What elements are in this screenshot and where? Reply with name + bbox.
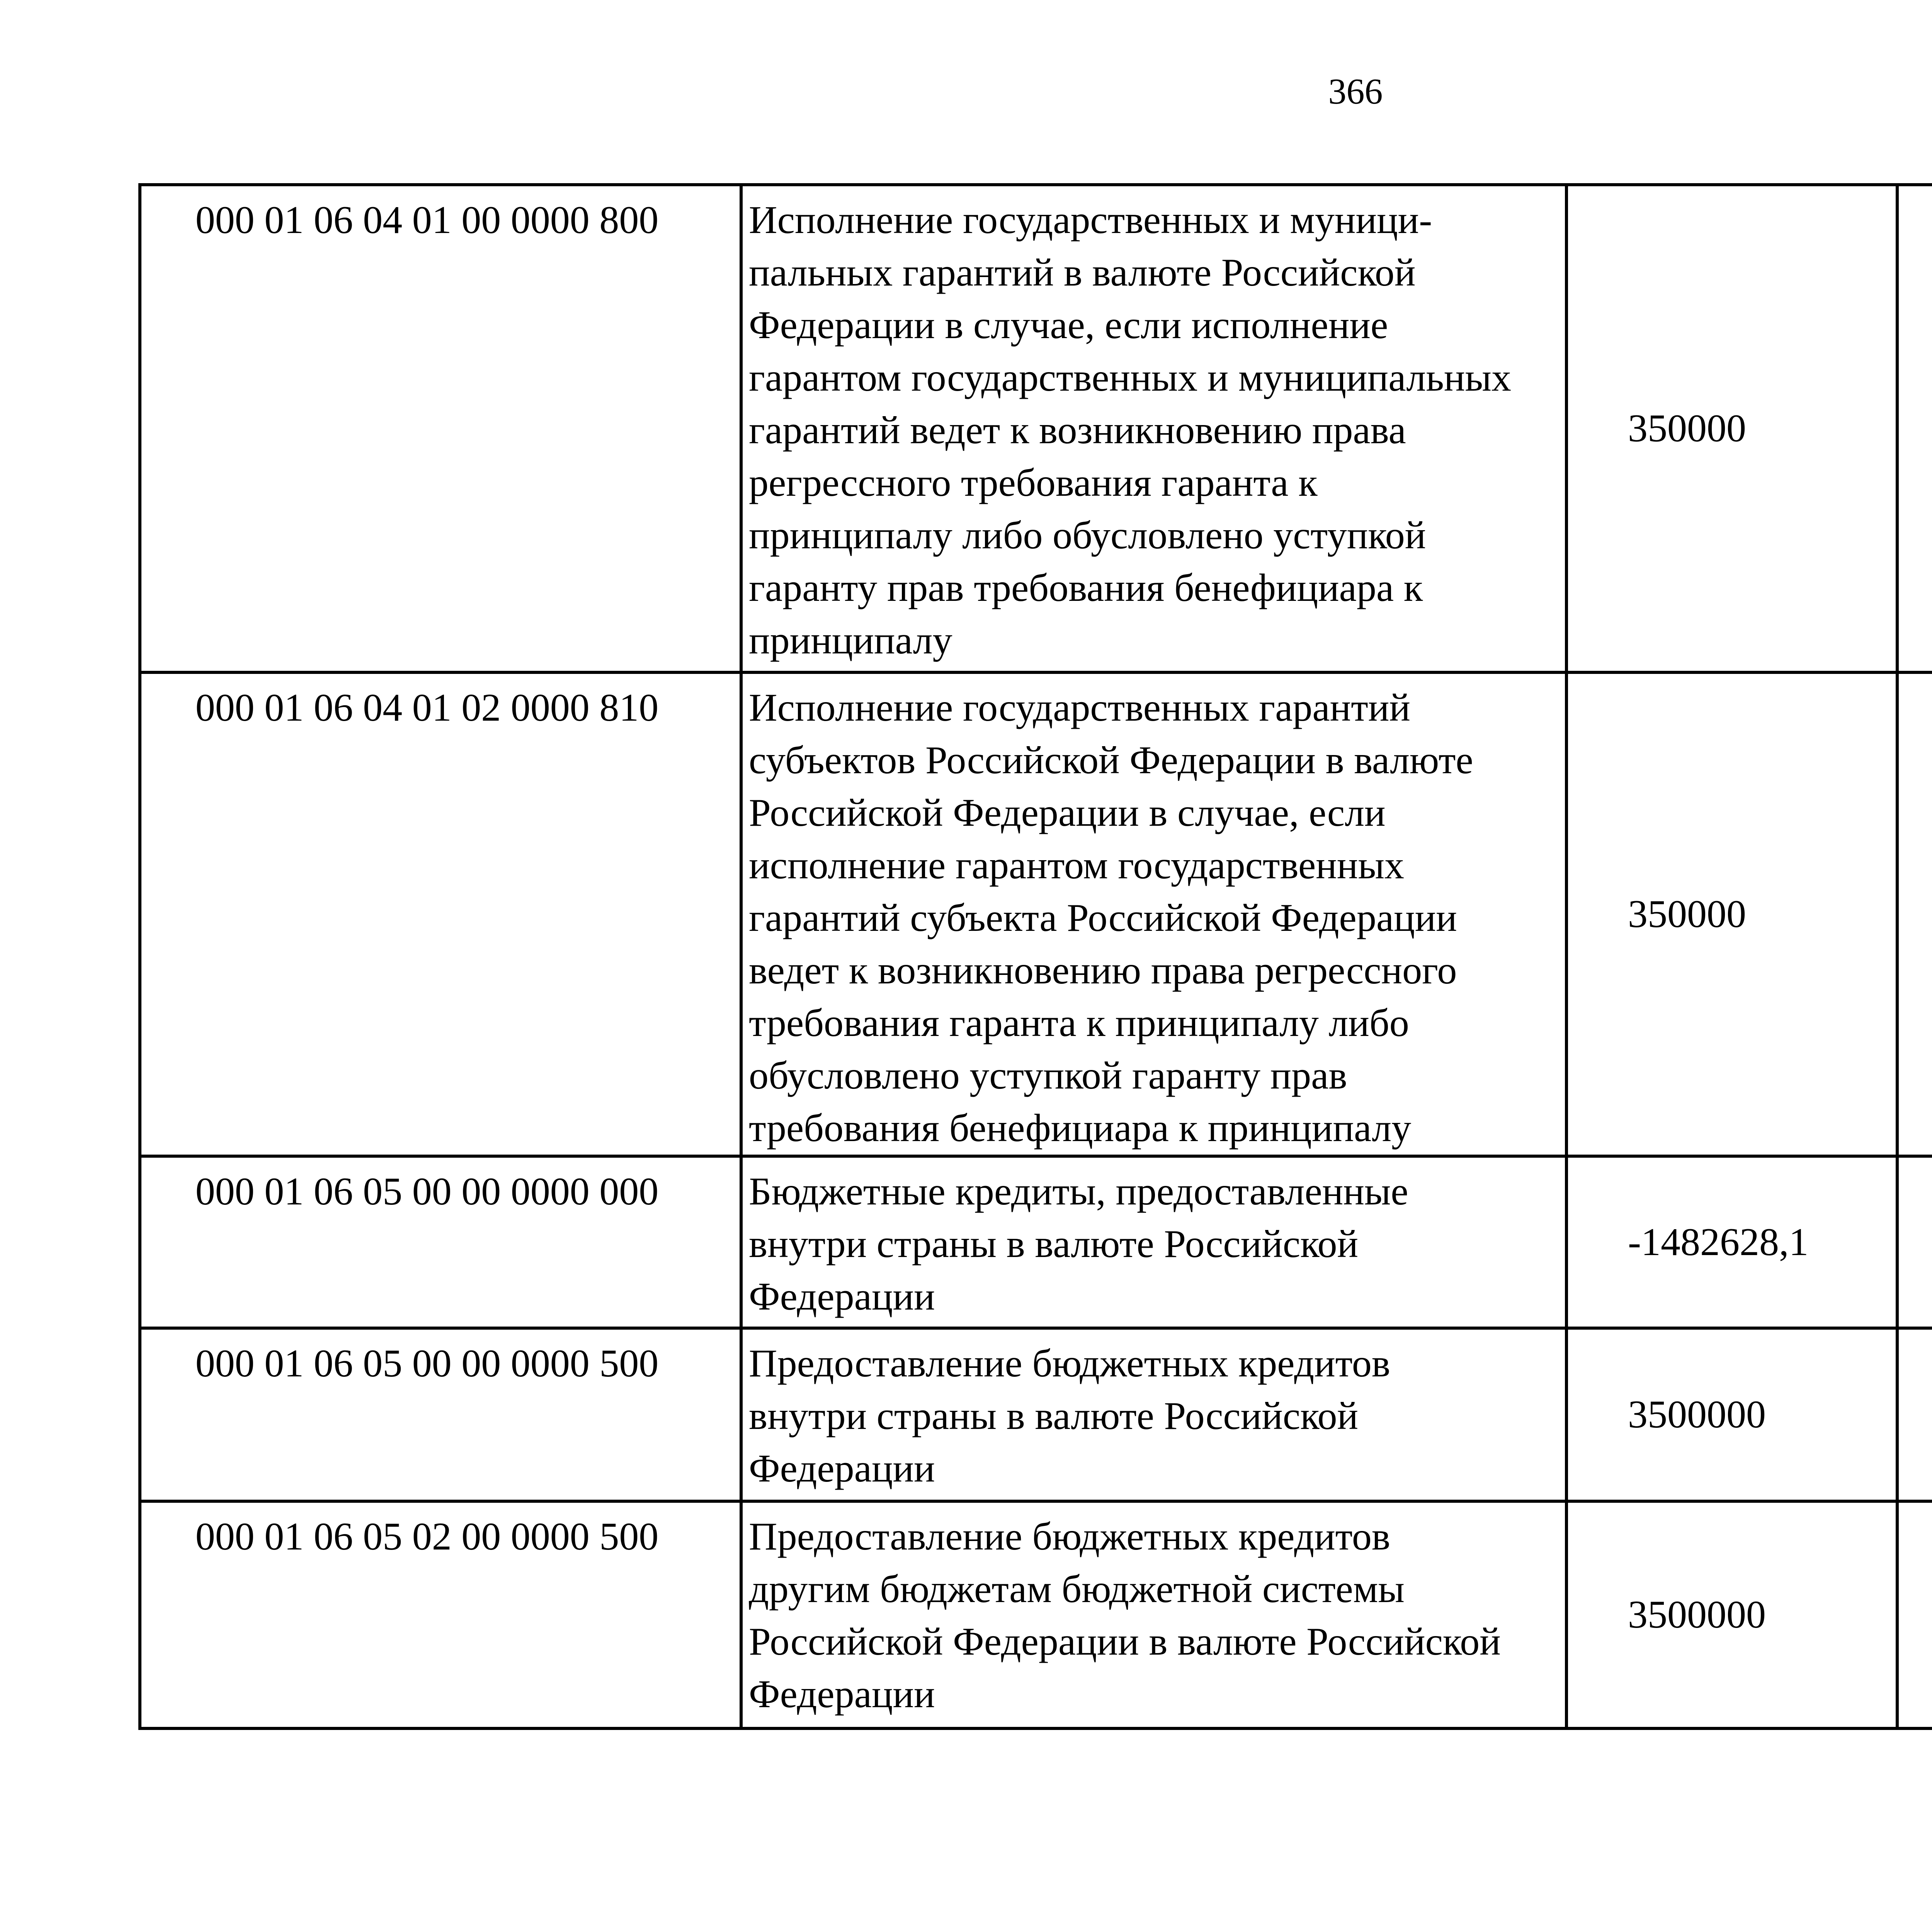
description-cell: Предоставление бюджетных кредитов другим бюджетам бюджетной системы Российской Федерации в валюте Российской Федерации	[741, 1501, 1566, 1728]
description-cell: Исполнение государственных гарантий субъектов Российской Федерации в валюте Российской Федерации в случае, если исполнение гарантом государственных гарантий субъекта Российской Федерации ведет к возникновению права регрессного требования гаранта к принципалу либо обусловлено уступкой гаранту прав требования бенефициара к принципалу	[741, 672, 1566, 1156]
amount-cell-2	[1897, 672, 1932, 1156]
description-cell: Бюджетные кредиты, предоставленные внутри страны в валюте Российской Федерации	[741, 1156, 1566, 1328]
amount-cell-1: 3500000	[1566, 1328, 1897, 1501]
budget-code-cell: 000 01 06 05 00 00 0000 500	[140, 1328, 741, 1501]
amount-cell-1: -1482628,1	[1566, 1156, 1897, 1328]
description-cell: Предоставление бюджетных кредитов внутри страны в валюте Российской Федерации	[741, 1328, 1566, 1501]
budget-code-cell: 000 01 06 05 02 00 0000 500	[140, 1501, 741, 1728]
table-row	[140, 672, 1932, 1156]
table-row	[140, 185, 1932, 672]
budget-code-cell: 000 01 06 05 00 00 0000 000	[140, 1156, 741, 1328]
budget-code-cell: 000 01 06 04 01 02 0000 810	[140, 672, 741, 1156]
amount-cell-1: 3500000	[1566, 1501, 1897, 1728]
description-cell: Исполнение государственных и муници- пальных гарантий в валюте Российской Федерации в случае, если исполнение гарантом государственных и муниципальных гарантий ведет к возникновению права регрессного требования гаранта к принципалу либо обусловлено уступкой гаранту прав требования бенефициара к принципалу	[741, 185, 1566, 672]
table-row	[140, 1156, 1932, 1328]
amount-cell-1: 350000	[1566, 672, 1897, 1156]
budget-sources-table	[138, 183, 1932, 1730]
budget-code-cell: 000 01 06 04 01 00 0000 800	[140, 185, 741, 672]
amount-cell-2	[1897, 185, 1932, 672]
table-row	[140, 1328, 1932, 1501]
amount-cell-1: 350000	[1566, 185, 1897, 672]
amount-cell-2	[1897, 1156, 1932, 1328]
table-row	[140, 1501, 1932, 1728]
page-number: 366	[1328, 71, 1383, 112]
amount-cell-2	[1897, 1328, 1932, 1501]
amount-cell-2	[1897, 1501, 1932, 1728]
